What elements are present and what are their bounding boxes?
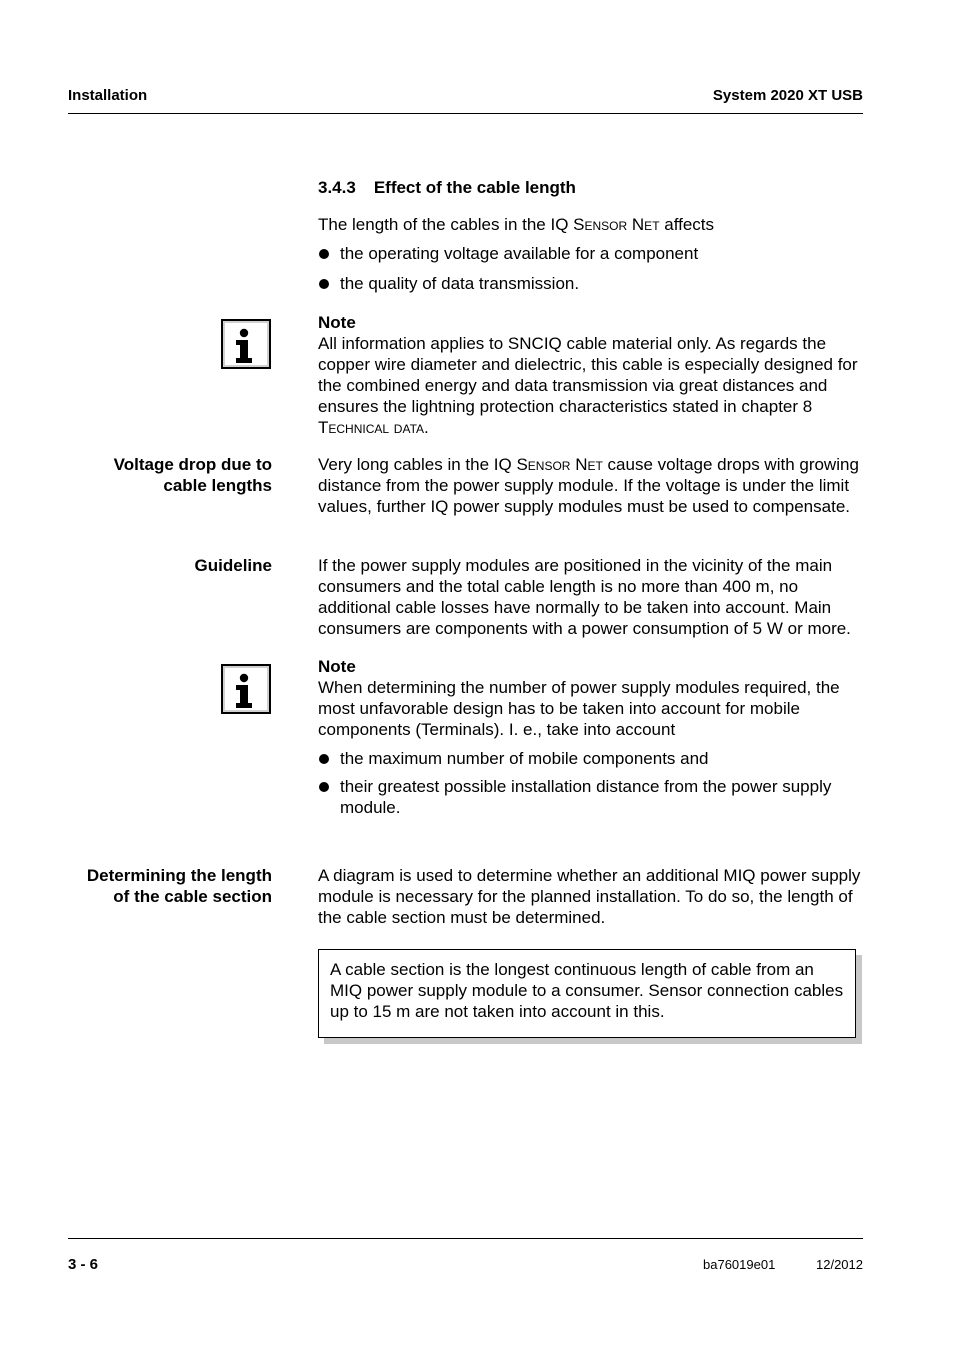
note2-label: Note — [318, 657, 356, 676]
doc-id: ba76019e01 — [703, 1257, 776, 1272]
note2-block — [318, 656, 866, 818]
note2-bullet: their greatest possible installation distance from the power supply module. — [318, 776, 866, 818]
note2-text: When determining the number of power supply modules required, the most unfavorable design has to be taken into account for mobile components (Terminals). I. e., take into account — [318, 678, 840, 739]
side-label-guideline: Guideline — [194, 556, 272, 575]
section-heading — [318, 178, 576, 198]
intro-bullet: the operating voltage available for a component — [318, 243, 866, 264]
definition-box: A cable section is the longest continuous length of cable from an MIQ power supply module to a consumer. Sensor connection cables up to 15 m are not taken into account in this. — [318, 949, 856, 1038]
guideline-text: If the power supply modules are positioned in the vicinity of the main consumers and the total cable length is no more than 400 m, no additional cable losses have normally to be taken into account. Main consumers are components with a power consumption of 5 W or more. — [318, 556, 851, 638]
chapter-ref: Technical data — [318, 418, 425, 437]
brand-sensor-net: Sensor Net — [573, 215, 660, 234]
header-right: System 2020 XT USB — [712, 87, 863, 104]
voltage-drop-text: Very long cables in the IQ Sensor Net cause voltage drops with growing distance from the power supply module. If the voltage is under the limit values, further IQ power supply modules must be used to compensate. — [318, 455, 859, 516]
note1-label: Note — [318, 313, 356, 332]
intro-text: The length of the cables in the IQ Sensor Net affects — [318, 215, 715, 234]
info-icon — [221, 664, 271, 714]
intro-bullet: the quality of data transmission. — [318, 273, 866, 294]
side-label-voltage-drop: Voltage drop due to cable lengths — [113, 455, 272, 495]
info-icon — [221, 319, 271, 369]
intro-block — [318, 214, 866, 294]
section-number: 3.4.3 — [318, 178, 356, 197]
section-title: Effect of the cable length — [373, 178, 576, 197]
header-left: Installation — [68, 87, 148, 104]
header-rule — [68, 113, 863, 114]
side-label-determining: Determining the length of the cable section — [86, 866, 272, 906]
doc-date: 12/2012 — [816, 1257, 863, 1272]
note1-text: All information applies to SNCIQ cable material only. As regards the copper wire diameter and dielectric, this cable is especially designed for the combined energy and data transmission via great distances and ensures the lightning protection characteristics stated in chapter 8 Technical data. — [318, 334, 858, 437]
determining-text: A diagram is used to determine whether an additional MIQ power supply module is necessary for the planned installation. To do so, the length of the cable section must be determined. — [318, 866, 861, 927]
brand-sensor-net: Sensor Net — [516, 455, 603, 474]
note1-block — [318, 312, 866, 438]
note2-bullet: the maximum number of mobile components and — [318, 748, 866, 769]
page-number: 3 - 6 — [68, 1256, 99, 1273]
footer-rule — [68, 1238, 863, 1239]
